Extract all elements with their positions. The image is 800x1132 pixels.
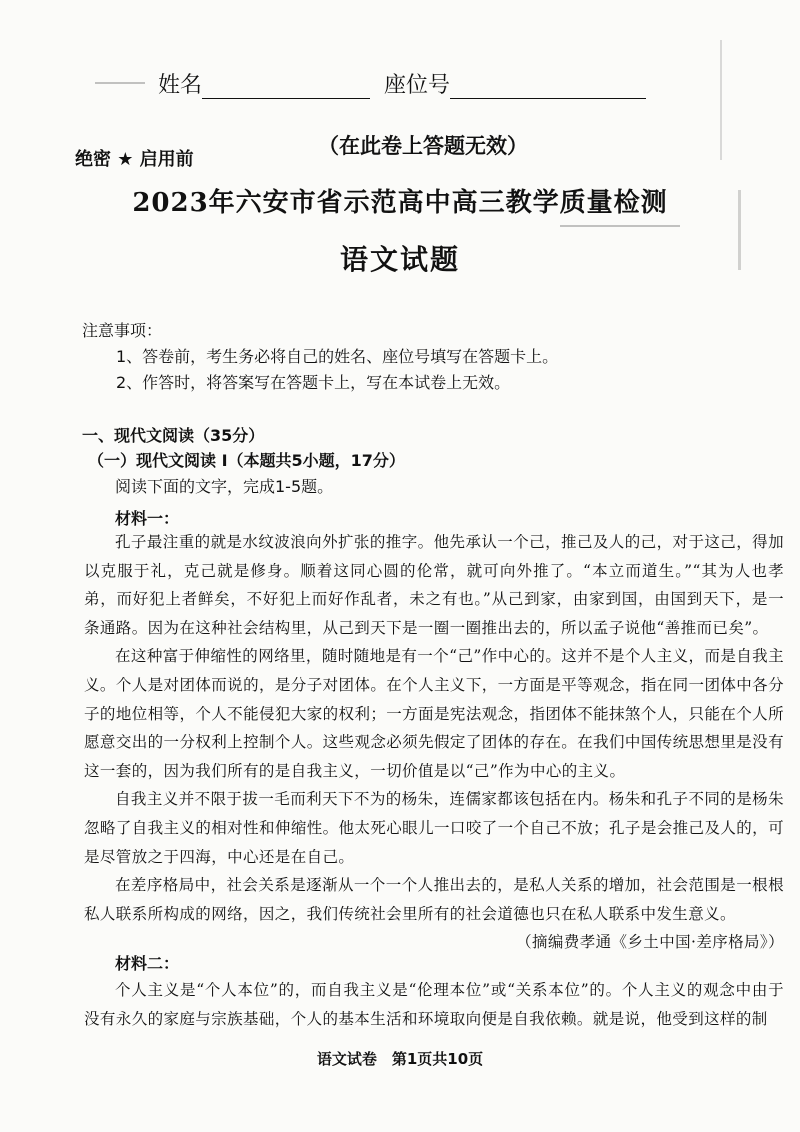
material1-label: 材料一： xyxy=(115,509,180,528)
secret-label: 绝密 ★ 启用前 xyxy=(75,149,194,170)
paragraph: 个人主义是“个人本位”的，而自我主义是“伦理本位”或“关系本位”的。个人主义的观念中由于没有永久的家庭与宗族基础，个人的基本生活和环境取向便是自我依赖。就是说，他受到这样的制 xyxy=(84,981,784,1028)
candidate-info-line xyxy=(158,68,646,99)
scan-noise xyxy=(720,40,722,160)
scan-noise xyxy=(95,82,145,84)
material1-body xyxy=(84,528,784,957)
paragraph: 孔子最注重的就是水纹波浪向外扩张的推字。他先承认一个己，推己及人的己，对于这己，得加以克服于礼，克己就是修身。顺着这同心圆的伦常，就可向外推了。“本立而道生。”“其为人也孝弟，而好犯上者鲜矣，不好犯上而好作乱者，未之有也。”从己到家，由家到国，由国到天下，是一条通路。因为在这种社会结构里，从己到天下是一圈一圈推出去的，所以孟子说他“善推而已矣”。 xyxy=(84,533,784,637)
notice-heading: 注意事项： xyxy=(82,321,163,340)
seat-label: 座位号 xyxy=(384,73,451,98)
name-label: 姓名 xyxy=(158,73,203,98)
notice-item: 2、作答时，将答案写在答题卡上，写在本试卷上无效。 xyxy=(116,373,511,392)
name-blank[interactable] xyxy=(202,78,370,99)
section-heading: 一、现代文阅读（35分） xyxy=(82,426,265,445)
notice-item: 1、答卷前，考生务必将自己的姓名、座位号填写在答题卡上。 xyxy=(116,347,559,366)
seat-blank[interactable] xyxy=(450,78,646,99)
instruction-text: 阅读下面的文字，完成1-5题。 xyxy=(115,477,334,496)
invalid-note: （在此卷上答题无效） xyxy=(318,134,528,158)
paragraph: 在这种富于伸缩性的网络里，随时随地是有一个“己”作中心的。这并不是个人主义，而是自我主义。个人是对团体而说的，是分子对团体。在个人主义下，一方面是平等观念，指在同一团体中各分子的地位相等，个人不能侵犯大家的权利；一方面是宪法观念，指团体不能抹煞个人，只能在个人所愿意交出的一分权利上控制个人。这些观念必须先假定了团体的存在。在我们中国传统思想里是没有这一套的，因为我们所有的是自我主义，一切价值是以“己”作为中心的主义。 xyxy=(84,647,784,780)
page-footer: 语文试卷 第1页共10页 xyxy=(316,1050,484,1068)
material2-body xyxy=(84,976,784,1033)
scan-noise xyxy=(560,225,680,227)
notice-block xyxy=(82,318,558,396)
subsection-heading: （一）现代文阅读 I（本题共5小题，17分） xyxy=(88,451,405,470)
material2-label: 材料二： xyxy=(115,954,180,973)
paragraph: 在差序格局中，社会关系是逐渐从一个一个人推出去的，是私人关系的增加，社会范围是一根根私人联系所构成的网络，因之，我们传统社会里所有的社会道德也只在私人联系中发生意义。 xyxy=(84,876,784,923)
exam-title: 2023年六安市省示范高中高三教学质量检测 xyxy=(132,188,668,218)
subject-title: 语文试题 xyxy=(339,243,460,276)
source-citation: （摘编费孝通《乡土中国·差序格局》） xyxy=(516,933,784,952)
paragraph: 自我主义并不限于拔一毛而利天下不为的杨朱，连儒家都该包括在内。杨朱和孔子不同的是杨朱忽略了自我主义的相对性和伸缩性。他太死心眼儿一口咬了一个自己不放；孔子是会推己及人的，可是尽管放之于四海，中心还是在自己。 xyxy=(84,790,784,866)
